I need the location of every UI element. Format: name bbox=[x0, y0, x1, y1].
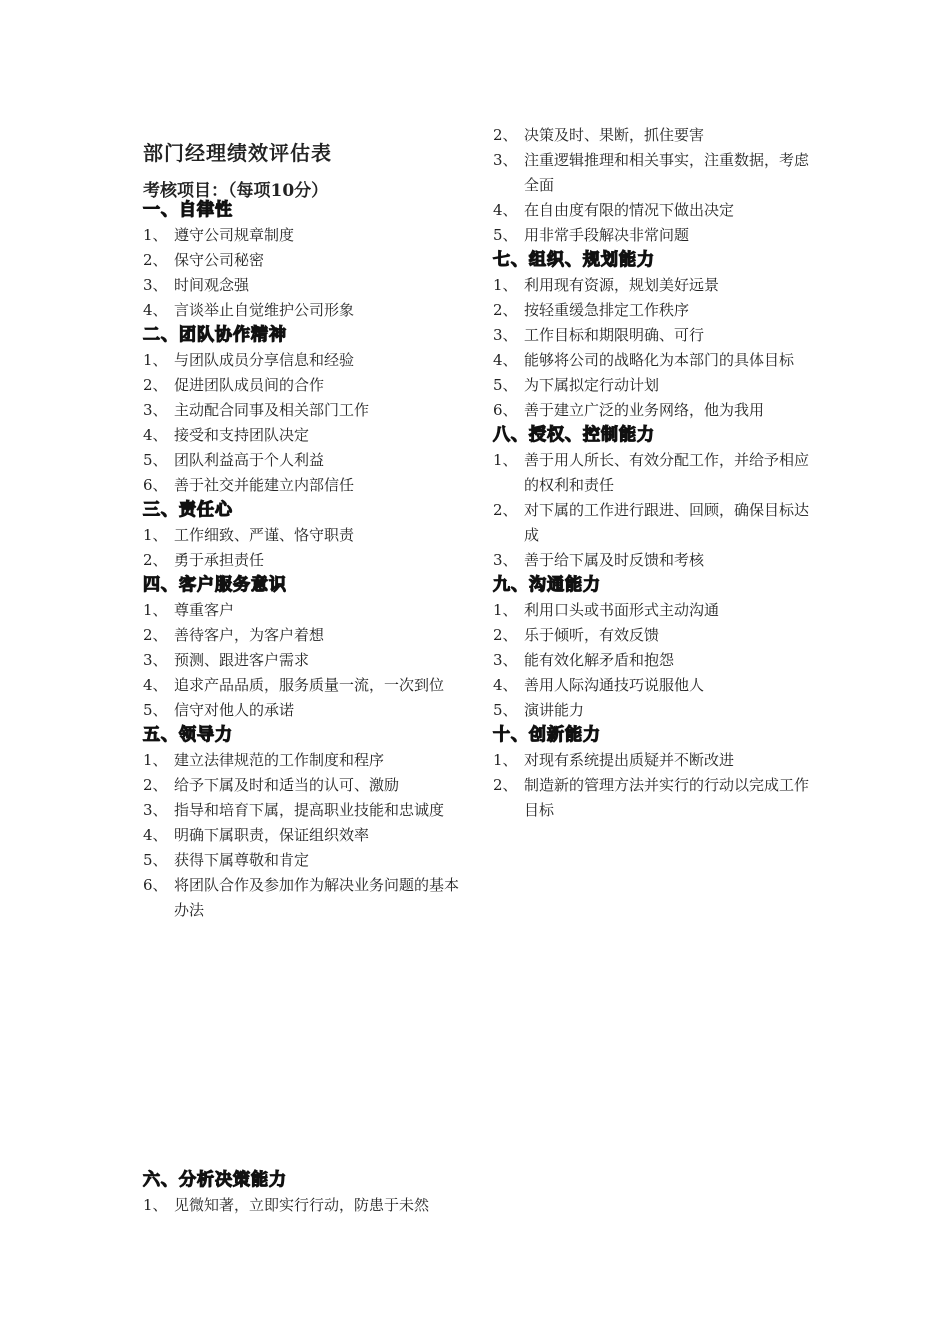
item-text: 工作细致、严谨、恪守职责 bbox=[174, 526, 355, 544]
item-number: 4、 bbox=[143, 676, 168, 694]
item-number: 6、 bbox=[143, 876, 168, 894]
bottom-section bbox=[143, 1168, 473, 1218]
criteria-item bbox=[493, 773, 823, 823]
criteria-item bbox=[493, 323, 823, 348]
criteria-item bbox=[143, 698, 473, 723]
criteria-item bbox=[143, 673, 473, 698]
criteria-item bbox=[143, 448, 473, 473]
item-number: 5、 bbox=[143, 851, 168, 869]
item-text: 善于建立广泛的业务网络，他为我用 bbox=[524, 401, 765, 419]
item-number: 3、 bbox=[143, 401, 168, 419]
item-text: 按轻重缓急排定工作秩序 bbox=[524, 301, 690, 319]
item-number: 1、 bbox=[143, 601, 168, 619]
criteria-item bbox=[143, 548, 473, 573]
item-text: 为下属拟定行动计划 bbox=[524, 376, 660, 394]
section-heading: 一、自律性 bbox=[143, 200, 233, 220]
criteria-section bbox=[143, 573, 473, 723]
item-text: 尊重客户 bbox=[174, 601, 235, 619]
criteria-item bbox=[493, 748, 823, 773]
item-number: 5、 bbox=[143, 701, 168, 719]
criteria-item bbox=[143, 248, 473, 273]
item-number: 1、 bbox=[493, 276, 518, 294]
item-number: 3、 bbox=[493, 326, 518, 344]
item-text: 与团队成员分享信息和经验 bbox=[174, 351, 355, 369]
criteria-item bbox=[143, 373, 473, 398]
criteria-section bbox=[143, 198, 473, 323]
item-number: 6、 bbox=[143, 476, 168, 494]
item-text: 制造新的管理方法并实行的行动以完成工作目标 bbox=[524, 776, 810, 819]
criteria-section bbox=[143, 723, 473, 923]
assessment-subtitle: 考核项目：（每项10分） bbox=[143, 181, 329, 201]
criteria-item bbox=[493, 498, 823, 548]
item-text: 善待客户，为客户着想 bbox=[174, 626, 325, 644]
item-number: 4、 bbox=[143, 301, 168, 319]
item-number: 4、 bbox=[493, 201, 518, 219]
item-number: 1、 bbox=[493, 451, 518, 469]
item-text: 指导和培育下属，提高职业技能和忠诚度 bbox=[174, 801, 445, 819]
criteria-section bbox=[493, 248, 823, 423]
item-text: 工作目标和期限明确、可行 bbox=[524, 326, 705, 344]
criteria-item bbox=[493, 448, 823, 498]
item-text: 见微知著，立即实行行动，防患于未然 bbox=[174, 1196, 430, 1214]
item-text: 乐于倾听，有效反馈 bbox=[524, 626, 660, 644]
criteria-item bbox=[143, 598, 473, 623]
item-number: 5、 bbox=[493, 701, 518, 719]
criteria-item bbox=[493, 148, 823, 198]
item-number: 2、 bbox=[493, 776, 518, 794]
criteria-item bbox=[143, 348, 473, 373]
item-number: 2、 bbox=[143, 376, 168, 394]
criteria-item bbox=[143, 873, 473, 923]
criteria-item bbox=[493, 548, 823, 573]
criteria-section bbox=[143, 498, 473, 573]
item-number: 1、 bbox=[493, 751, 518, 769]
section-heading: 二、团队协作精神 bbox=[143, 325, 287, 345]
item-text: 建立法律规范的工作制度和程序 bbox=[174, 751, 385, 769]
criteria-item bbox=[143, 298, 473, 323]
item-text: 信守对他人的承诺 bbox=[174, 701, 295, 719]
criteria-item bbox=[493, 223, 823, 248]
criteria-item bbox=[143, 223, 473, 248]
item-text: 对现有系统提出质疑并不断改进 bbox=[524, 751, 735, 769]
item-number: 2、 bbox=[493, 126, 518, 144]
item-text: 用非常手段解决非常问题 bbox=[524, 226, 690, 244]
item-text: 善于给下属及时反馈和考核 bbox=[524, 551, 705, 569]
criteria-item bbox=[493, 123, 823, 148]
item-number: 1、 bbox=[143, 526, 168, 544]
criteria-item bbox=[143, 798, 473, 823]
item-number: 1、 bbox=[143, 351, 168, 369]
criteria-item bbox=[493, 698, 823, 723]
item-text: 利用现有资源，规划美好远景 bbox=[524, 276, 720, 294]
criteria-item bbox=[143, 1193, 473, 1218]
criteria-item bbox=[143, 398, 473, 423]
item-text: 利用口头或书面形式主动沟通 bbox=[524, 601, 720, 619]
criteria-item bbox=[143, 823, 473, 848]
section-heading: 八、授权、控制能力 bbox=[493, 425, 655, 445]
item-number: 2、 bbox=[493, 626, 518, 644]
section-heading: 四、客户服务意识 bbox=[143, 575, 287, 595]
item-number: 5、 bbox=[493, 226, 518, 244]
item-text: 获得下属尊敬和肯定 bbox=[174, 851, 310, 869]
item-number: 5、 bbox=[143, 451, 168, 469]
item-text: 给予下属及时和适当的认可、激励 bbox=[174, 776, 400, 794]
item-number: 3、 bbox=[493, 151, 518, 169]
item-text: 将团队合作及参加作为解决业务问题的基本办法 bbox=[174, 876, 460, 919]
criteria-item bbox=[143, 623, 473, 648]
item-number: 2、 bbox=[143, 626, 168, 644]
item-number: 4、 bbox=[143, 426, 168, 444]
item-text: 能有效化解矛盾和抱怨 bbox=[524, 651, 675, 669]
criteria-item bbox=[143, 773, 473, 798]
item-number: 1、 bbox=[493, 601, 518, 619]
item-number: 1、 bbox=[143, 1196, 168, 1214]
criteria-item bbox=[493, 373, 823, 398]
criteria-item bbox=[493, 673, 823, 698]
section-heading: 三、责任心 bbox=[143, 500, 233, 520]
item-text: 勇于承担责任 bbox=[174, 551, 265, 569]
criteria-item bbox=[143, 748, 473, 773]
criteria-item bbox=[493, 273, 823, 298]
item-text: 注重逻辑推理和相关事实，注重数据，考虑全面 bbox=[524, 151, 810, 194]
item-number: 1、 bbox=[143, 751, 168, 769]
section-heading: 九、沟通能力 bbox=[493, 575, 601, 595]
criteria-item bbox=[143, 473, 473, 498]
item-number: 3、 bbox=[493, 551, 518, 569]
criteria-section bbox=[493, 423, 823, 573]
section-heading: 五、领导力 bbox=[143, 725, 233, 745]
item-text: 在自由度有限的情况下做出决定 bbox=[524, 201, 735, 219]
item-text: 决策及时、果断，抓住要害 bbox=[524, 126, 705, 144]
criteria-item bbox=[143, 423, 473, 448]
item-text: 能够将公司的战略化为本部门的具体目标 bbox=[524, 351, 795, 369]
item-text: 明确下属职责，保证组织效率 bbox=[174, 826, 370, 844]
item-number: 4、 bbox=[143, 826, 168, 844]
criteria-item bbox=[493, 298, 823, 323]
criteria-section bbox=[493, 723, 823, 823]
item-number: 3、 bbox=[143, 651, 168, 669]
item-number: 2、 bbox=[143, 776, 168, 794]
item-text: 接受和支持团队决定 bbox=[174, 426, 310, 444]
page-title: 部门经理绩效评估表 bbox=[143, 141, 332, 165]
section-heading: 六、分析决策能力 bbox=[143, 1170, 287, 1190]
criteria-item bbox=[493, 398, 823, 423]
criteria-item bbox=[143, 523, 473, 548]
criteria-section bbox=[143, 323, 473, 498]
criteria-item bbox=[143, 273, 473, 298]
item-text: 遵守公司规章制度 bbox=[174, 226, 295, 244]
criteria-section bbox=[493, 573, 823, 723]
item-text: 团队利益高于个人利益 bbox=[174, 451, 325, 469]
criteria-item bbox=[143, 848, 473, 873]
section-heading: 十、创新能力 bbox=[493, 725, 601, 745]
item-number: 4、 bbox=[493, 351, 518, 369]
item-text: 保守公司秘密 bbox=[174, 251, 265, 269]
item-text: 预测、跟进客户需求 bbox=[174, 651, 310, 669]
item-number: 6、 bbox=[493, 401, 518, 419]
criteria-item bbox=[493, 598, 823, 623]
criteria-item bbox=[143, 648, 473, 673]
item-number: 3、 bbox=[143, 801, 168, 819]
item-number: 2、 bbox=[493, 501, 518, 519]
left-column bbox=[143, 198, 473, 923]
item-text: 善于社交并能建立内部信任 bbox=[174, 476, 355, 494]
item-text: 善于用人所长、有效分配工作，并给予相应的权利和责任 bbox=[524, 451, 810, 494]
item-number: 2、 bbox=[143, 251, 168, 269]
item-text: 追求产品品质，服务质量一流，一次到位 bbox=[174, 676, 445, 694]
item-text: 言谈举止自觉维护公司形象 bbox=[174, 301, 355, 319]
criteria-item bbox=[493, 623, 823, 648]
item-number: 4、 bbox=[493, 676, 518, 694]
item-number: 3、 bbox=[143, 276, 168, 294]
item-number: 2、 bbox=[493, 301, 518, 319]
item-number: 5、 bbox=[493, 376, 518, 394]
right-column bbox=[493, 123, 823, 823]
item-text: 促进团队成员间的合作 bbox=[174, 376, 325, 394]
item-number: 1、 bbox=[143, 226, 168, 244]
criteria-item bbox=[493, 198, 823, 223]
criteria-item bbox=[493, 648, 823, 673]
item-number: 3、 bbox=[493, 651, 518, 669]
item-number: 2、 bbox=[143, 551, 168, 569]
item-text: 对下属的工作进行跟进、回顾，确保目标达成 bbox=[524, 501, 810, 544]
item-text: 演讲能力 bbox=[524, 701, 585, 719]
item-text: 时间观念强 bbox=[174, 276, 250, 294]
item-text: 善用人际沟通技巧说服他人 bbox=[524, 676, 705, 694]
section-heading: 七、组织、规划能力 bbox=[493, 250, 655, 270]
criteria-item bbox=[493, 348, 823, 373]
item-text: 主动配合同事及相关部门工作 bbox=[174, 401, 370, 419]
